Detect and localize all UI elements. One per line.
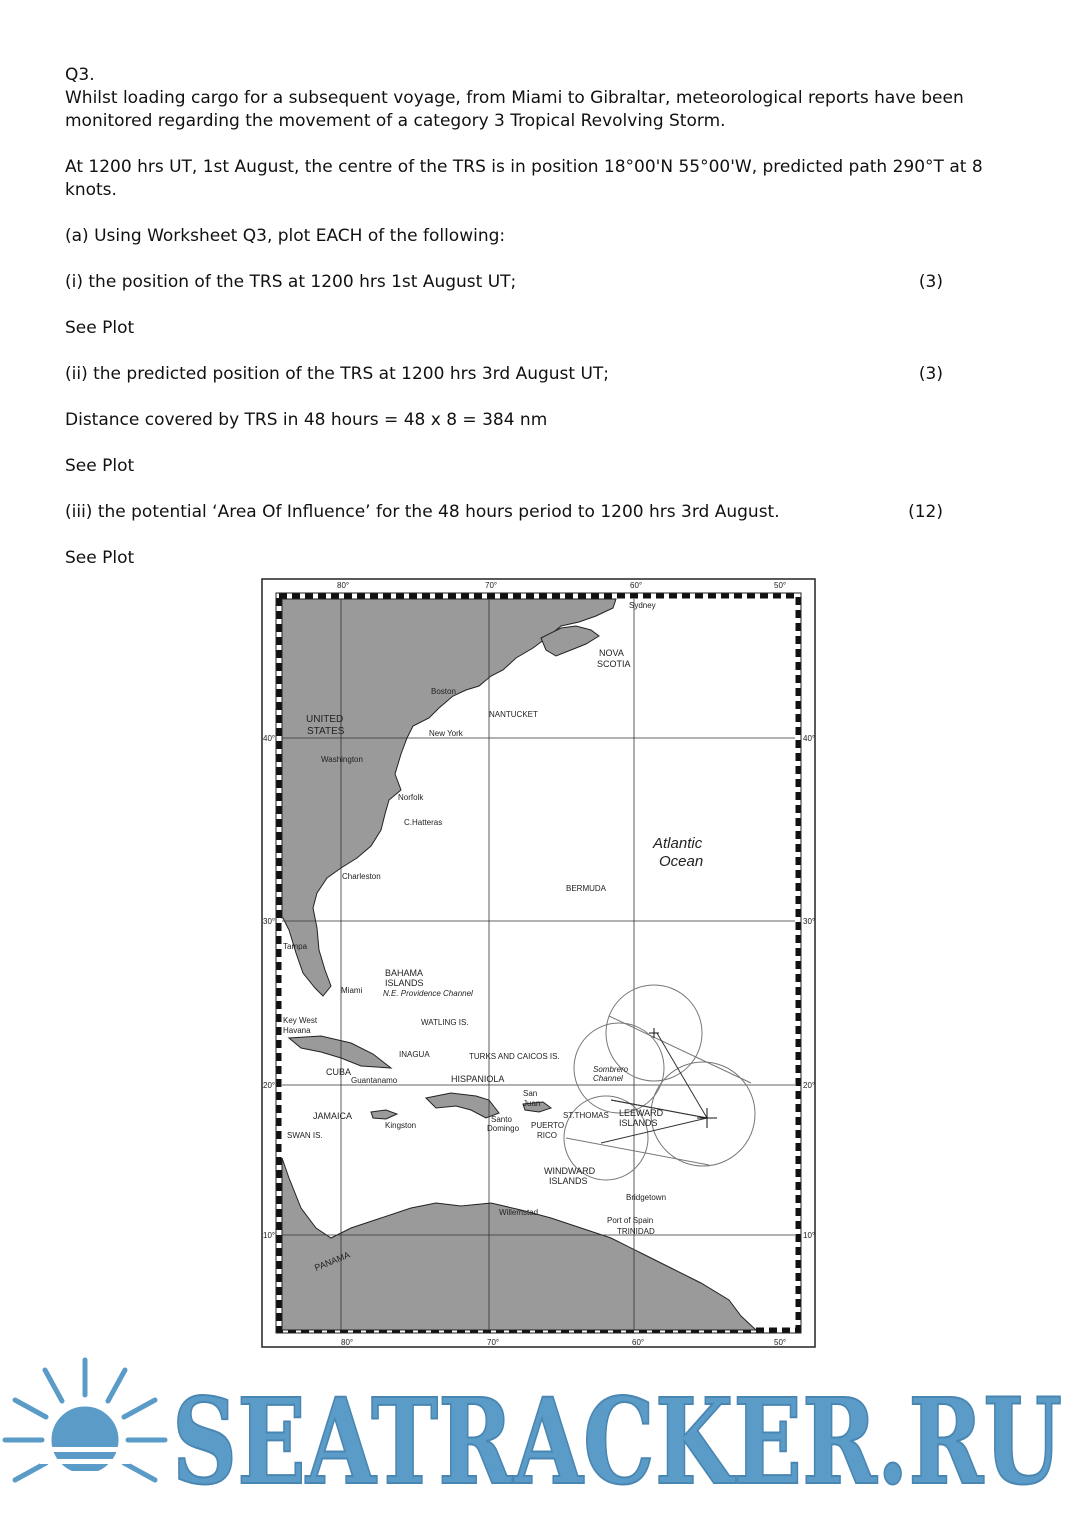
label-guantanamo: Guantanamo	[351, 1076, 398, 1085]
item-iii-text: (iii) the potential ‘Area Of Influence’ for the 48 hours period to 1200 hrs 3rd August.	[65, 502, 780, 522]
item-i	[65, 271, 943, 294]
label-jamaica: JAMAICA	[313, 1111, 353, 1121]
bottom-lon-50: 50°	[774, 1338, 787, 1347]
label-windward-1: WINDWARD	[544, 1166, 596, 1176]
label-puerto-rico-1: PUERTO	[531, 1121, 565, 1130]
ray	[45, 1370, 62, 1401]
label-charleston: Charleston	[342, 872, 381, 881]
left-lat-10: 10°	[263, 1231, 276, 1240]
label-kingston: Kingston	[385, 1121, 417, 1130]
label-key-west: Key West	[283, 1016, 318, 1025]
top-lon-50: 50°	[774, 581, 787, 590]
label-united-states-2: STATES	[307, 726, 345, 737]
ray	[15, 1400, 46, 1417]
chart-map-svg	[261, 578, 816, 1348]
label-san-juan-2: Juan	[523, 1099, 541, 1108]
label-willemstad: Willemstad	[499, 1208, 539, 1217]
label-leeward-1: LEEWARD	[619, 1108, 664, 1118]
label-boston: Boston	[431, 687, 456, 696]
item-ii-marks: (3)	[918, 364, 943, 384]
label-st-thomas: ST.THOMAS	[563, 1111, 609, 1120]
wave	[40, 1471, 130, 1476]
bottom-lon-60: 60°	[632, 1338, 645, 1347]
label-santo-1: Santo	[491, 1115, 512, 1124]
right-lat-40: 40°	[803, 734, 816, 743]
ray	[108, 1370, 125, 1401]
bottom-lon-80: 80°	[341, 1338, 354, 1347]
left-lat-30: 30°	[263, 917, 276, 926]
wave	[40, 1447, 130, 1452]
item-ii-text: (ii) the predicted position of the TRS at 1200 hrs 3rd August UT;	[65, 364, 610, 384]
label-bahama-1: BAHAMA	[385, 968, 424, 978]
watermark-svg	[0, 1355, 1080, 1515]
right-lat-30: 30°	[803, 917, 816, 926]
ray	[124, 1400, 155, 1417]
label-ocean: Ocean	[659, 853, 704, 870]
label-sydney: Sydney	[629, 601, 656, 610]
top-lon-70: 70°	[485, 581, 498, 590]
top-lon-60: 60°	[630, 581, 643, 590]
label-cuba: CUBA	[326, 1067, 352, 1077]
label-atlantic: Atlantic	[653, 835, 703, 852]
label-nova-scotia-2: SCOTIA	[597, 659, 631, 669]
label-watling: WATLING IS.	[421, 1018, 469, 1027]
wave	[40, 1459, 130, 1464]
right-lat-20: 20°	[803, 1081, 816, 1090]
label-turks: TURKS AND CAICOS IS.	[469, 1052, 560, 1061]
label-bahama-2: ISLANDS	[385, 978, 424, 988]
label-leeward-2: ISLANDS	[619, 1118, 658, 1128]
label-sombrero-2: Channel	[593, 1074, 623, 1083]
label-inagua: INAGUA	[399, 1050, 430, 1059]
left-lat-20: 20°	[263, 1081, 276, 1090]
question-intro: Whilst loading cargo for a subsequent voyage, from Miami to Gibraltar, meteorological reports have been monitored regarding the movement of a category 3 Tropical Revolving Storm.	[65, 88, 964, 131]
label-havana: Havana	[283, 1026, 311, 1035]
distance-calculation: Distance covered by TRS in 48 hours = 48 x 8 = 384 nm	[65, 410, 548, 430]
label-sombrero-1: Sombrero	[593, 1065, 629, 1074]
part-a-heading: (a) Using Worksheet Q3, plot EACH of the following:	[65, 226, 506, 246]
label-c-hatteras: C.Hatteras	[404, 818, 443, 827]
top-lon-80: 80°	[337, 581, 350, 590]
label-swan: SWAN IS.	[287, 1131, 323, 1140]
question-number: Q3.	[65, 65, 95, 85]
label-windward-2: ISLANDS	[549, 1176, 588, 1186]
label-united-states-1: UNITED	[306, 714, 344, 725]
watermark-text: SEATRACKER.RU	[172, 1372, 1062, 1511]
item-i-marks: (3)	[918, 272, 943, 292]
sun-waves	[40, 1447, 130, 1476]
sun-logo-icon	[5, 1360, 165, 1480]
label-ne-providence: N.E. Providence Channel	[383, 989, 473, 998]
watermark-banner	[0, 1355, 1080, 1515]
worksheet-map	[261, 578, 816, 1348]
answer-see-plot-1: See Plot	[65, 318, 135, 338]
answer-see-plot-2: See Plot	[65, 456, 135, 476]
answer-see-plot-3: See Plot	[65, 548, 135, 568]
label-washington: Washington	[321, 755, 363, 764]
label-norfolk: Norfolk	[398, 793, 424, 802]
label-san-juan-1: San	[523, 1089, 538, 1098]
label-miami: Miami	[341, 986, 363, 995]
label-hispaniola: HISPANIOLA	[451, 1074, 505, 1084]
label-bermuda: BERMUDA	[566, 884, 607, 893]
label-nantucket: NANTUCKET	[489, 710, 538, 719]
label-trinidad: TRINIDAD	[617, 1227, 655, 1236]
left-lat-40: 40°	[263, 734, 276, 743]
item-iii-marks: (12)	[908, 502, 943, 522]
question-situation: At 1200 hrs UT, 1st August, the centre of the TRS is in position 18°00'N 55°00'W, predicted path 290°T at 8 knots.	[65, 157, 983, 200]
label-panama: PANAMA	[313, 1249, 352, 1273]
label-tampa: Tampa	[283, 942, 308, 951]
label-port-of-spain: Port of Spain	[607, 1216, 654, 1225]
label-santo-2: Domingo	[487, 1124, 520, 1133]
question-text	[65, 64, 1025, 570]
label-bridgetown: Bridgetown	[626, 1193, 667, 1202]
item-ii	[65, 363, 943, 386]
bottom-lon-70: 70°	[487, 1338, 500, 1347]
label-nova-scotia-1: NOVA	[599, 648, 624, 658]
right-lat-10: 10°	[803, 1231, 816, 1240]
item-i-text: (i) the position of the TRS at 1200 hrs 1st August UT;	[65, 272, 517, 292]
label-puerto-rico-2: RICO	[537, 1131, 557, 1140]
label-new-york: New York	[429, 729, 463, 738]
item-iii	[65, 501, 943, 524]
